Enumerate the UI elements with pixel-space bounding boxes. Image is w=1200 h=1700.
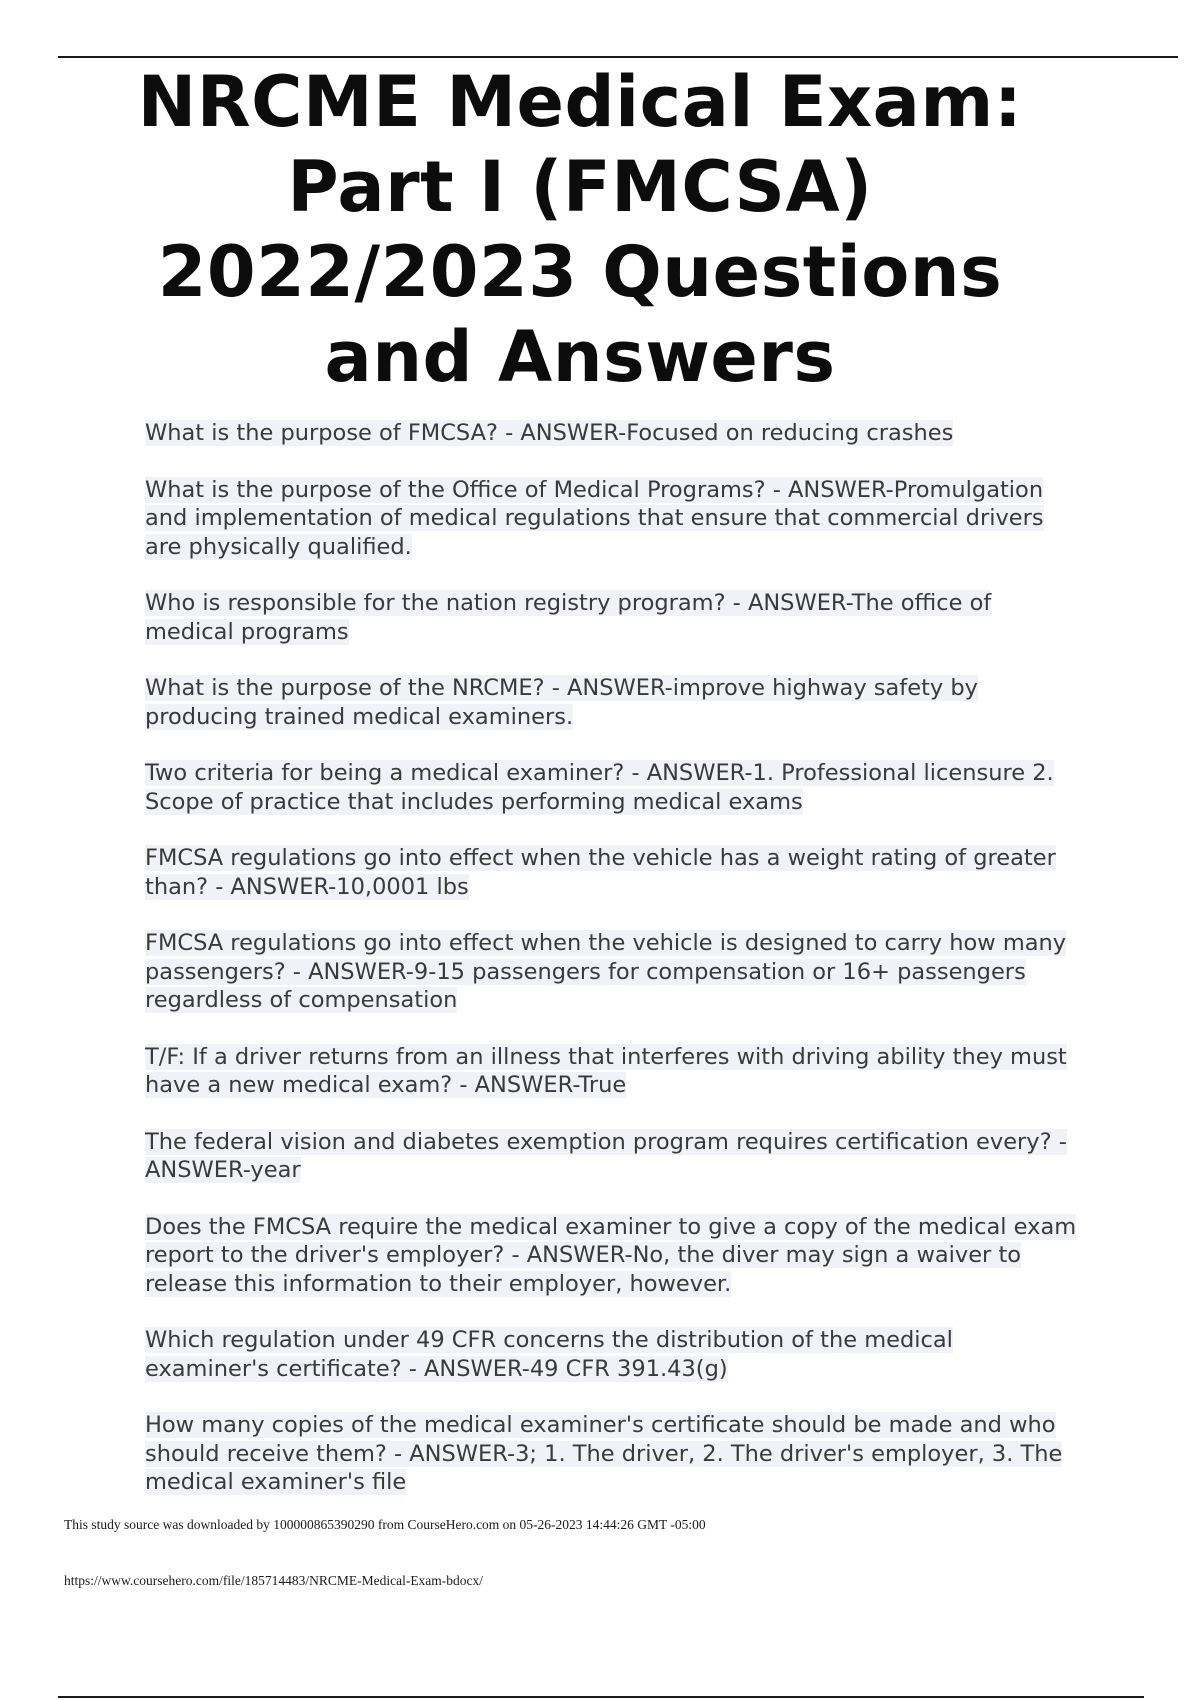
source-url: https://www.coursehero.com/file/185714483/NRCME-Medical-Exam-bdocx/ xyxy=(64,1573,484,1588)
qa-text: Two criteria for being a medical examiner? - ANSWER-1. Professional licensure 2. Scope of practice that includes performing medical exams xyxy=(145,760,1054,815)
qa-text: What is the purpose of FMCSA? - ANSWER-Focused on reducing crashes xyxy=(145,420,954,446)
qa-text: What is the purpose of the Office of Medical Programs? - ANSWER-Promulgation and implementation of medical regulations that ensure that commercial drivers are physically qualified. xyxy=(145,476,1044,560)
qa-text: Does the FMCSA require the medical examiner to give a copy of the medical exam report to the driver's employer? - ANSWER-No, the diver may sign a waiver to release this information to their employer, however. xyxy=(145,1213,1077,1297)
bottom-rule xyxy=(58,1696,1144,1698)
qa-item xyxy=(145,1326,1080,1383)
qa-item xyxy=(145,674,1080,731)
qa-item xyxy=(145,759,1080,816)
qa-item xyxy=(145,844,1080,901)
qa-text: What is the purpose of the NRCME? - ANSWER-improve highway safety by producing trained medical examiners. xyxy=(145,675,978,730)
qa-item xyxy=(145,1128,1080,1185)
qa-text: T/F: If a driver returns from an illness that interferes with driving ability they must have a new medical exam? - ANSWER-True xyxy=(145,1043,1067,1098)
qa-text: How many copies of the medical examiner's certificate should be made and who should receive them? - ANSWER-3; 1. The driver, 2. The driver's employer, 3. The medical examiner's file xyxy=(145,1412,1063,1495)
qa-text: Who is responsible for the nation registry program? - ANSWER-The office of medical programs xyxy=(145,590,992,645)
top-rule xyxy=(58,56,1178,58)
qa-item xyxy=(145,1043,1080,1100)
qa-list xyxy=(145,419,1080,1525)
qa-item xyxy=(145,929,1080,1015)
qa-text: Which regulation under 49 CFR concerns the distribution of the medical examiner's certificate? - ANSWER-49 CFR 391.43(g) xyxy=(145,1327,953,1382)
qa-item xyxy=(145,419,1080,448)
qa-text: FMCSA regulations go into effect when the vehicle is designed to carry how many passengers? - ANSWER-9-15 passengers for compensation or 16+ passengers regardless of compensation xyxy=(145,930,1067,1013)
qa-item xyxy=(145,1213,1080,1299)
document-title: NRCME Medical Exam: Part I (FMCSA) 2022/2023 Questions and Answers xyxy=(137,61,1023,398)
qa-item xyxy=(145,589,1080,646)
qa-item xyxy=(145,476,1080,562)
qa-text: The federal vision and diabetes exemption program requires certification every? - ANSWER-year xyxy=(145,1128,1067,1183)
download-source-note: This study source was downloaded by 100000865390290 from CourseHero.com on 05-26-2023 14:44:26 GMT -05:00 xyxy=(64,1517,706,1532)
qa-item xyxy=(145,1411,1080,1497)
qa-text: FMCSA regulations go into effect when the vehicle has a weight rating of greater than? - ANSWER-10,0001 lbs xyxy=(145,845,1056,900)
